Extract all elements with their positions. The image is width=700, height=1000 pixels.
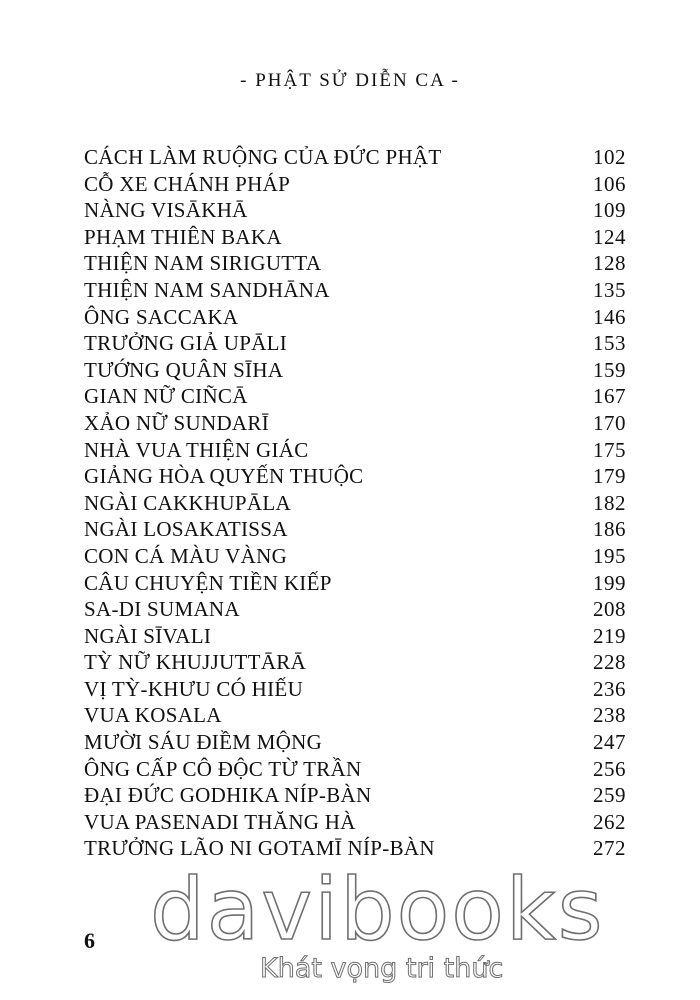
toc-entry-page: 128 (593, 251, 626, 276)
page-number: 6 (84, 928, 95, 953)
toc-entry-title: XẢO NỮ SUNDARĪ (84, 410, 269, 435)
toc-entry (84, 463, 626, 490)
toc-entry (84, 224, 626, 251)
watermark (0, 860, 700, 1000)
toc-entry-page: 124 (593, 224, 626, 249)
toc-entry-page: 228 (593, 650, 626, 675)
toc-entry-title: ÔNG CẤP CÔ ĐỘC TỪ TRẦN (84, 756, 362, 781)
toc-entry (84, 304, 626, 331)
toc-entry (84, 702, 626, 729)
toc-entry-title: NGÀI SĪVALI (84, 623, 212, 648)
toc-entry-page: 247 (593, 730, 626, 755)
toc-entry-page: 102 (593, 145, 626, 169)
toc-entry (84, 543, 626, 570)
toc-entry-page: 262 (593, 809, 626, 834)
toc-entry (84, 756, 626, 783)
toc-entry-title: THIỆN NAM SANDHĀNA (84, 277, 330, 302)
toc-entry-title: TRƯỞNG GIẢ UPĀLI (84, 331, 288, 356)
toc-entry-page: 135 (593, 277, 626, 302)
toc-entry-page: 186 (593, 517, 626, 542)
toc-entry-page: 199 (593, 570, 626, 595)
toc-entry-page: 170 (593, 410, 626, 435)
toc-entry-page: 182 (593, 490, 626, 515)
toc-entry-page: 106 (593, 171, 626, 196)
toc-entry (84, 383, 626, 410)
toc-entry-title: VỊ TỲ-KHƯU CÓ HIẾU (84, 676, 304, 701)
toc-entry-page: 179 (593, 464, 626, 489)
toc-entry (84, 410, 626, 437)
toc-entry (84, 729, 626, 756)
toc-entry (84, 516, 626, 543)
toc-entry-title: ĐẠI ĐỨC GODHIKA NÍP-BÀN (84, 783, 372, 808)
table-of-contents (84, 144, 626, 862)
toc-entry-title: TRƯỞNG LÃO NI GOTAMĪ NÍP-BÀN (84, 836, 435, 861)
toc-entry-page: 236 (593, 676, 626, 701)
toc-entry-page: 208 (593, 597, 626, 622)
toc-entry-title: CÁCH LÀM RUỘNG CỦA ĐỨC PHẬT (84, 145, 442, 169)
toc-entry-page: 175 (593, 437, 626, 462)
toc-entry-title: SA-DI SUMANA (84, 597, 240, 622)
toc-entry-title: VUA PASENADI THĂNG HÀ (84, 809, 356, 834)
toc-entry-title: VUA KOSALA (84, 703, 222, 728)
toc-entry-page: 219 (593, 623, 626, 648)
toc-entry (84, 250, 626, 277)
toc-entry-title: ÔNG SACCAKA (84, 304, 239, 329)
running-header: - PHẬT SỬ DIỄN CA - (240, 70, 460, 91)
toc-entry-title: PHẠM THIÊN BAKA (84, 224, 282, 249)
toc-entry-page: 259 (593, 783, 626, 808)
toc-entry-title: GIẢNG HÒA QUYẾN THUỘC (84, 464, 364, 489)
toc-entry (84, 144, 626, 171)
toc-entry-page: 238 (593, 703, 626, 728)
toc-entry-page: 146 (593, 304, 626, 329)
toc-entry (84, 570, 626, 597)
toc-entry (84, 782, 626, 809)
toc-entry-title: CỖ XE CHÁNH PHÁP (84, 171, 291, 196)
watermark-slogan: Khát vọng tri thức (260, 953, 504, 984)
toc-entry-page: 195 (593, 543, 626, 568)
toc-entry-page: 153 (593, 331, 626, 356)
toc-entry-title: CÂU CHUYỆN TIỀN KIẾP (84, 570, 332, 595)
toc-entry-title: GIAN NỮ CIÑCĀ (84, 384, 248, 409)
toc-entry (84, 623, 626, 650)
toc-entry (84, 437, 626, 464)
toc-entry (84, 835, 626, 862)
toc-entry-title: NHÀ VUA THIỆN GIÁC (84, 437, 309, 462)
toc-entry-title: NGÀI LOSAKATISSA (84, 517, 288, 542)
toc-entry (84, 171, 626, 198)
toc-entry-title: TƯỚNG QUÂN SĪHA (84, 357, 284, 382)
watermark-logo-text: davibooks (150, 860, 605, 960)
toc-entry (84, 649, 626, 676)
toc-entry-page: 256 (593, 756, 626, 781)
toc-entry-page: 159 (593, 357, 626, 382)
toc-entry-title: NÀNG VISĀKHĀ (84, 198, 248, 223)
toc-entry-page: 272 (593, 836, 626, 861)
toc-entry-title: THIỆN NAM SIRIGUTTA (84, 251, 322, 276)
toc-entry (84, 357, 626, 384)
toc-entry-page: 167 (593, 384, 626, 409)
toc-entry-title: NGÀI CAKKHUPĀLA (84, 490, 291, 515)
toc-entry-title: CON CÁ MÀU VÀNG (84, 543, 288, 568)
toc-entry (84, 330, 626, 357)
toc-entry (84, 676, 626, 703)
toc-entry (84, 809, 626, 836)
toc-entry (84, 277, 626, 304)
toc-entry-title: TỲ NỮ KHUJJUTTĀRĀ (84, 650, 307, 675)
toc-entry-page: 109 (593, 198, 626, 223)
toc-entry (84, 490, 626, 517)
toc-entry (84, 596, 626, 623)
toc-entry-title: MƯỜI SÁU ĐIỀM MỘNG (84, 730, 323, 755)
toc-entry (84, 197, 626, 224)
